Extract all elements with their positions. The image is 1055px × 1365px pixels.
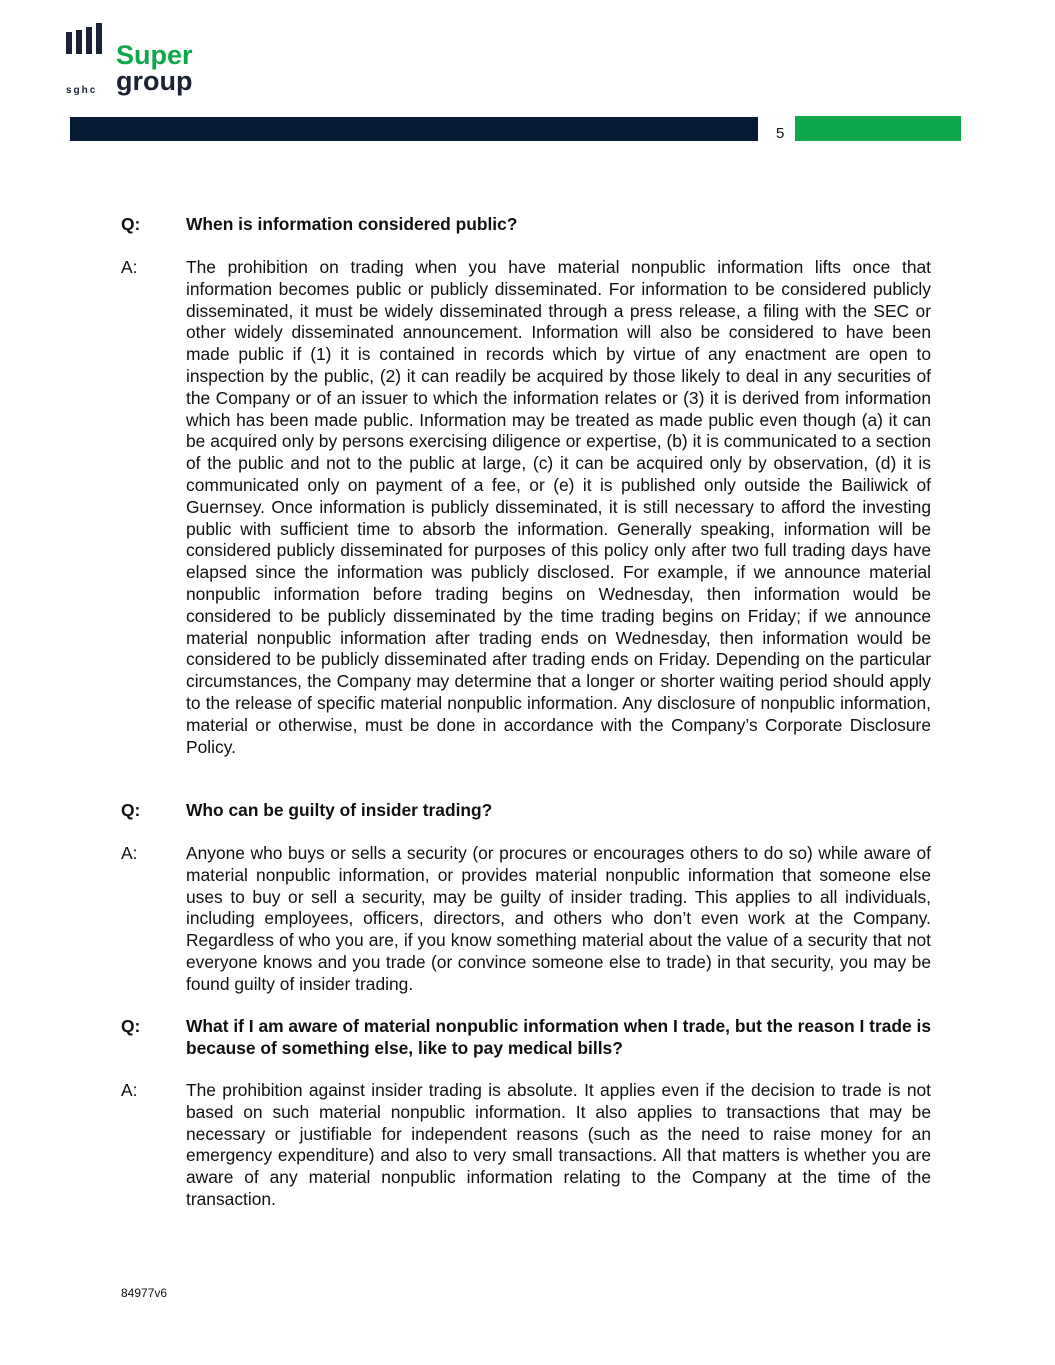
page-number: 5 (776, 125, 785, 142)
document-id: 84977v6 (121, 1286, 168, 1300)
answer-2: A: Anyone who buys or sells a security (or procures or encourages others to do so) while aware of material nonpublic information, or provides material nonpublic information that someone else uses to buy or sell a security, may be guilty of insider trading. This applies to all individuals, including employees, officers, directors, and others who don’t even work at the Company. Regardless of who you are, if you know something material about the value of a security that not everyone knows and you trade (or convince someone else to trade) in that security, you may be found guilty of insider trading. (121, 843, 931, 994)
answer-1: A: The prohibition on trading when you have material nonpublic information lifts once that information becomes public or publicly disseminated. For information to be considered publicly disseminated, it must be widely disseminated through a press release, a filing with the SEC or other widely disseminated announcement. Information will also be considered to have been made public if (1) it is contained in records which by virtue of any enactment are open to inspection by the public, (2) it can readily be acquired by those likely to deal in any securities of the Company or of an issuer to which the information relates or (3) it is derived from information which has been made public. Information may be treated as made public even though (a) it can be acquired only by persons exercising diligence or expertise, (b) it is communicated to a section of the public and not to the public at large, (c) it can be acquired only by observation, (d) it is communicated only on payment of a fee, or (e) it is published only outside the Bailiwick of Guernsey. Once information is publicly disseminated, it is still necessary to afford the investing public with sufficient time to absorb the information. Generally speaking, information will be considered publicly disseminated for purposes of this policy only after two full trading days have elapsed since the information was publicly disclosed. For example, if we announce material nonpublic information before trading begins on Wednesday, then information would be considered to be publicly disseminated by the time trading begins on Friday; if we announce material nonpublic information after trading ends on Wednesday, then information would be considered to be publicly disseminated after trading ends on Friday. Depending on the particular circumstances, the Company may determine that a longer or shorter waiting period should apply to the release of specific material nonpublic information. Any disclosure of nonpublic information, material or otherwise, must be done in accordance with the Company’s Corporate Disclosure Policy. (121, 257, 931, 757)
header-green-bar (795, 116, 961, 141)
super-group-logo: sghc Super group (66, 46, 206, 102)
question-2: Q: Who can be guilty of insider trading? (121, 800, 493, 820)
question-1: Q: When is information considered public? (121, 214, 518, 234)
question-3: Q: What if I am aware of material nonpublic information when I trade, but the reason I trade is because of something else, like to pay medical bills? (121, 1016, 932, 1058)
header-navy-bar (70, 117, 758, 141)
answer-3: A: The prohibition against insider trading is absolute. It applies even if the decision to trade is not based on such material nonpublic information. It also applies to transactions that may be necessary or justifiable for independent reasons (such as the need to raise money for an emergency expenditure) and also to very small transactions. All that matters is whether you are aware of any material nonpublic information relating to the Company at the time of the transaction. (121, 1080, 931, 1209)
